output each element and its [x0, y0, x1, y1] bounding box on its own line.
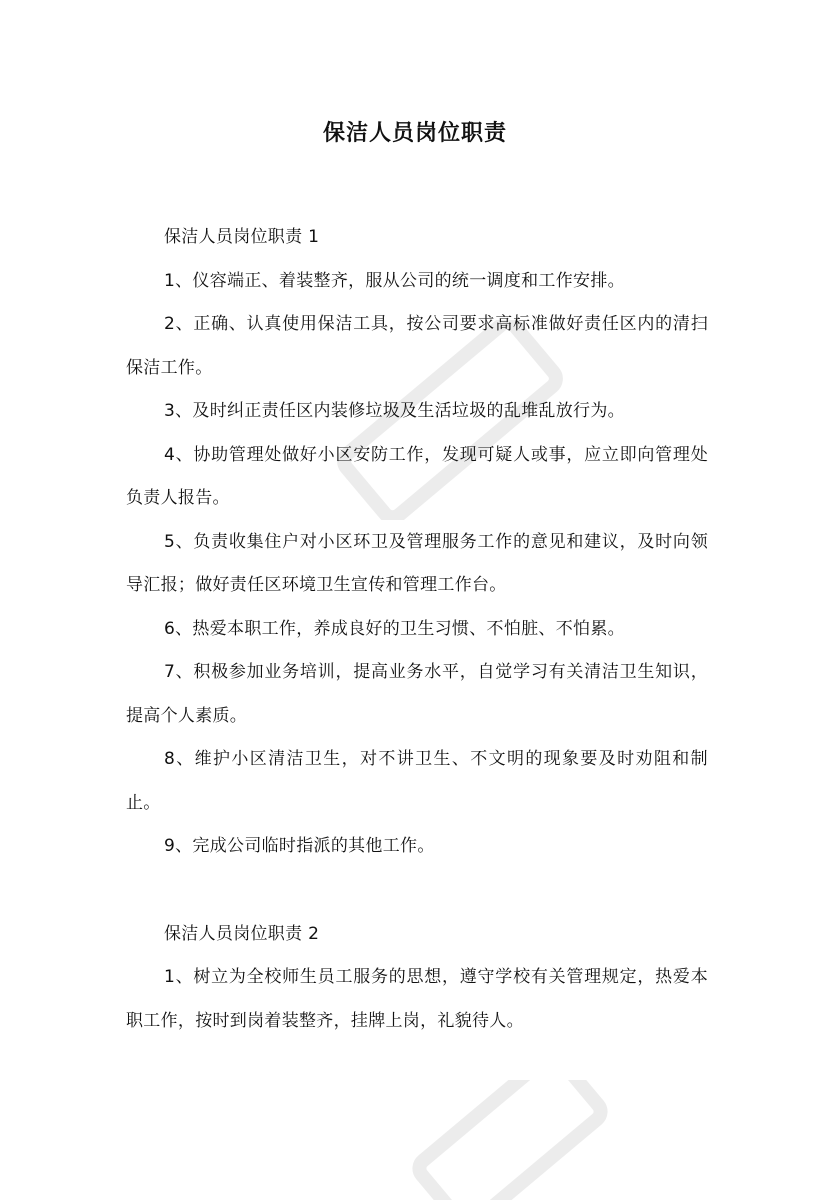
duty-item: 6、热爱本职工作，养成良好的卫生习惯、不怕脏、不怕累。: [164, 618, 625, 639]
duty-item: 8、维护小区清洁卫生，对不讲卫生、不文明的现象要及时劝阻和制止。: [126, 749, 708, 813]
duty-item: 7、积极参加业务培训，提高业务水平，自觉学习有关清洁卫生知识，提高个人素质。: [126, 662, 708, 726]
section-heading: 保洁人员岗位职责 2: [164, 923, 320, 944]
duty-item: 1、树立为全校师生员工服务的思想，遵守学校有关管理规定，热爱本职工作，按时到岗着装整齐，挂牌上岗，礼貌待人。: [126, 967, 708, 1031]
duty-item: 9、完成公司临时指派的其他工作。: [164, 836, 435, 856]
section-heading: 保洁人员岗位职责 1: [164, 227, 320, 247]
duty-item: 2、正确、认真使用保洁工具，按公司要求高标准做好责任区内的清扫保洁工作。: [126, 314, 708, 378]
section-spacer: [126, 869, 708, 913]
watermark-logo-bottom: [360, 1080, 660, 1200]
duty-item: 3、及时纠正责任区内装修垃圾及生活垃圾的乱堆乱放行为。: [164, 401, 625, 421]
duty-item: 5、负责收集住户对小区环卫及管理服务工作的意见和建议，及时向领导汇报；做好责任区环境卫生宣传和管理工作台。: [126, 531, 708, 595]
document-title: 保洁人员岗位职责: [322, 121, 507, 146]
document-body: [126, 216, 708, 1043]
duty-item: 1、仪容端正、着装整齐，服从公司的统一调度和工作安排。: [164, 270, 625, 291]
duty-item: 4、协助管理处做好小区安防工作，发现可疑人或事，应立即向管理处负责人报告。: [126, 444, 708, 508]
